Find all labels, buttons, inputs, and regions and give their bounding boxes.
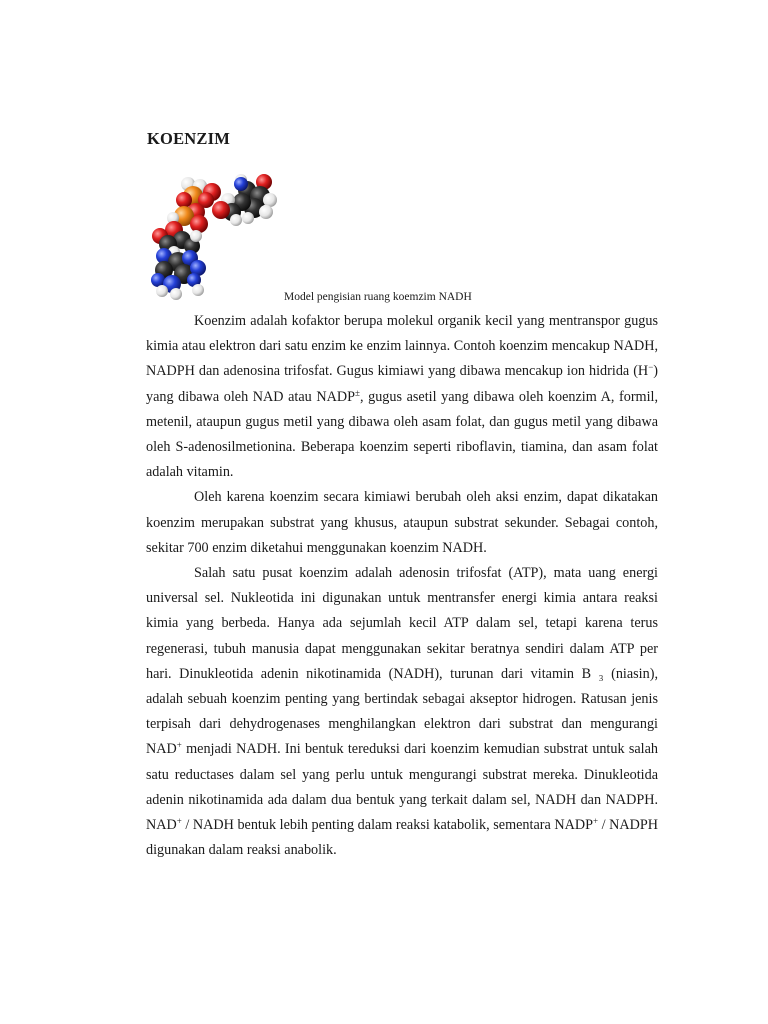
nadh-molecule-model — [144, 160, 286, 302]
superscript: ± — [355, 387, 360, 398]
text-run: , gugus asetil yang dibawa oleh koenzim A, formil, metenil, ataupun gugus metil yang dibawa oleh asam folat, dan gugus metil yang dibawa oleh S-adenosilmetionina. Beberapa koenzim seperti riboflavin, tiamina, dan asam folat adalah vitamin. — [146, 388, 659, 481]
text-run: Oleh karena koenzim secara kimiawi berubah oleh aksi enzim, dapat dikatakan koenzim merupakan substrat yang khusus, ataupun substrat sekunder. Sebagai contoh, sekitar 700 enzim diketahui menggunakan koenzim NADH. — [146, 489, 658, 556]
figure-caption: Model pengisian ruang koemzim NADH — [284, 291, 472, 303]
text-run: / NADH bentuk lebih penting dalam reaksi katabolik, sementara NADP — [181, 817, 593, 834]
paragraph-3 — [146, 561, 658, 863]
page-title: KOENZIM — [147, 129, 230, 148]
text-run: Salah satu pusat koenzim adalah adenosin trifosfat (ATP), mata uang energi universal sel. Nukleotida ini digunakan untuk mentransfer energi kimia antara reaksi kimia yang berbeda. Hanya ada sejumlah kecil ATP dalam sel, tetapi karena terus regenerasi, tubuh manusia dapat menggunakan sekitar beratnya sendiri dalam ATP per hari. Dinukleotida adenin nikotinamida (NADH), turunan dari vitamin B ₃ (niasin), adalah sebuah koenzim penting yang bertindak sebagai akseptor hidrogen. Ratusan jenis terpisah dari dehydrogenases menghilangkan elektron dari substrat dan mengurangi NAD — [146, 565, 658, 758]
text-run: / NADPH digunakan dalam reaksi anabolik. — [146, 817, 658, 859]
superscript: + — [592, 816, 599, 827]
paragraph-1 — [146, 309, 658, 485]
text-run: menjadi NADH. Ini bentuk tereduksi dari koenzim kemudian substrat untuk salah satu reductases dalam sel yang perlu untuk mengurangi substrat mereka. Dinukleotida adenin nikotinamida ada dalam dua bentuk yang terkait dalam sel, NADH dan NADPH. NAD — [146, 741, 658, 834]
superscript: + — [176, 816, 182, 827]
superscript: − — [648, 362, 654, 373]
superscript: + — [176, 740, 182, 751]
text-run: ) yang dibawa oleh NAD atau NADP — [146, 363, 658, 405]
body-text — [146, 309, 658, 863]
text-run: Koenzim adalah kofaktor berupa molekul organik kecil yang mentranspor gugus kimia atau elektron dari satu enzim ke enzim lainnya. Contoh koenzim mencakup NADH, NADPH dan adenosina trifosfat. Gugus kimiawi yang dibawa mencakup ion hidrida (H — [146, 313, 658, 380]
paragraph-2 — [146, 485, 658, 561]
